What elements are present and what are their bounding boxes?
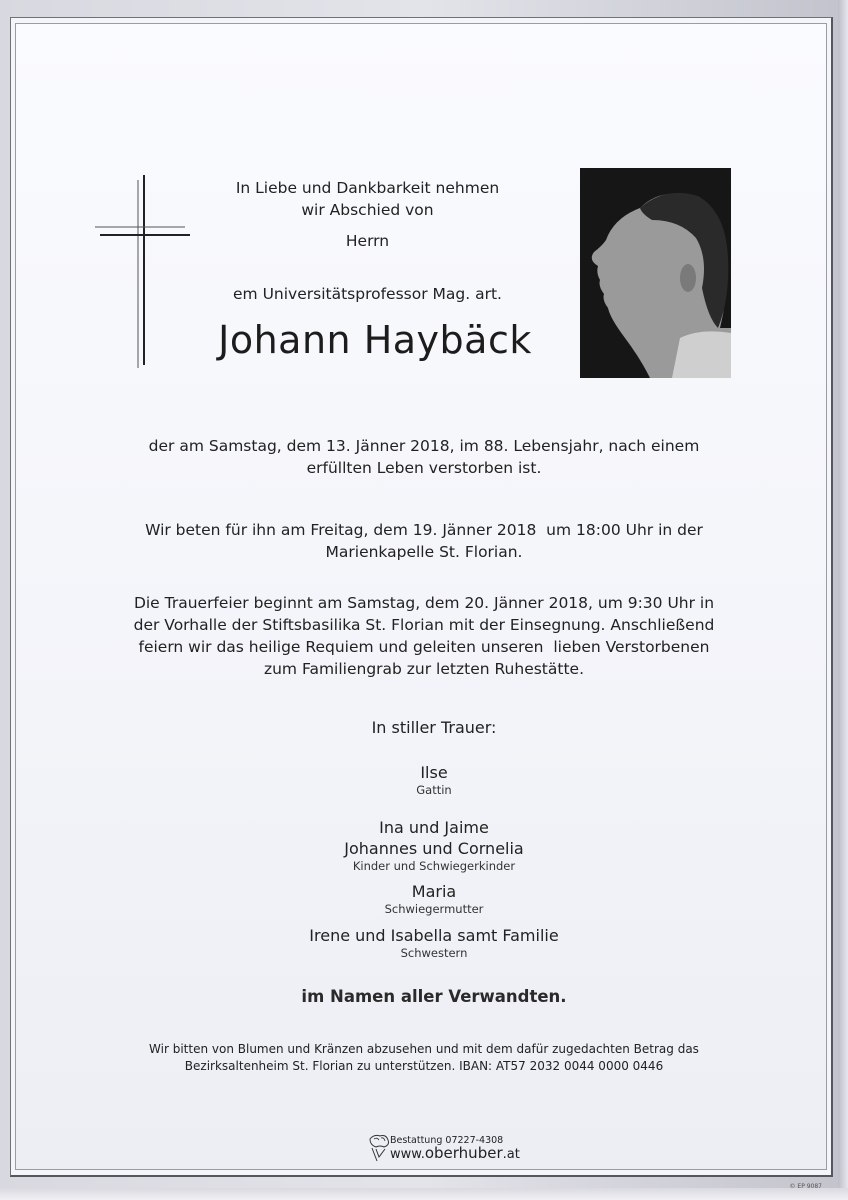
copyright-code: © EP 9087: [789, 1183, 822, 1190]
family-member-role: Gattin: [416, 783, 452, 797]
paragraph-line: der am Samstag, dem 13. Jänner 2018, im 88. Lebensjahr, nach einem: [148, 437, 700, 455]
family-group-mother-in-law: [200, 881, 668, 916]
funeral-paragraph: [120, 592, 728, 680]
funeral-home-phone: Bestattung 07227-4308: [390, 1135, 504, 1146]
family-member-name: Ina und Jaime: [379, 818, 489, 837]
family-group-spouse: [200, 762, 668, 797]
family-member-role: Schwestern: [400, 946, 468, 960]
funeral-home-info: [390, 1135, 520, 1162]
family-group-children: [200, 817, 668, 873]
note-line: Bezirksaltenheim St. Florian zu unterstützen. IBAN: AT57 2032 0044 0000 0446: [184, 1059, 664, 1073]
intro-line: In Liebe und Dankbarkeit nehmen: [235, 179, 500, 197]
paragraph-line: Marienkapelle St. Florian.: [325, 543, 523, 561]
prayer-paragraph: [120, 519, 728, 563]
deceased-name: Johann Haybäck: [218, 318, 532, 362]
note-line: Wir bitten von Blumen und Kränzen abzusehen und mit dem dafür zugedachten Betrag das: [149, 1042, 699, 1056]
paragraph-line: Die Trauerfeier beginnt am Samstag, dem 20. Jänner 2018, um 9:30 Uhr in: [133, 594, 715, 612]
family-member-role: Schwiegermutter: [384, 902, 484, 916]
intro-line: wir Abschied von: [301, 201, 434, 219]
family-member-name: Ilse: [420, 763, 448, 782]
relatives-line: im Namen aller Verwandten.: [301, 987, 567, 1006]
family-member-name: Maria: [411, 882, 457, 901]
academic-title: em Universitätsprofessor Mag. art.: [233, 285, 502, 303]
salutation: Herrn: [345, 232, 390, 250]
website-suffix: .at: [502, 1147, 520, 1162]
family-member-role: Kinder und Schwiegerkinder: [352, 859, 516, 873]
mourning-heading: In stiller Trauer:: [371, 718, 497, 737]
paragraph-line: der Vorhalle der Stiftsbasilika St. Florian mit der Einsegnung. Anschließend: [133, 616, 715, 634]
funeral-home-website[interactable]: [390, 1146, 520, 1162]
intro-text: [200, 177, 535, 221]
website-prefix: www.: [390, 1147, 425, 1162]
family-member-name: Johannes und Cornelia: [344, 839, 524, 858]
paragraph-line: erfüllten Leben verstorben ist.: [306, 459, 542, 477]
page-edge-bottom: [0, 1188, 848, 1200]
paragraph-line: zum Familiengrab zur letzten Ruhestätte.: [263, 660, 585, 678]
death-paragraph: [120, 435, 728, 479]
angel-logo-icon: [366, 1133, 391, 1163]
deceased-portrait-photo: [580, 168, 731, 378]
family-member-name: Irene und Isabella samt Familie: [309, 926, 559, 945]
paragraph-line: feiern wir das heilige Requiem und geleiten unseren lieben Verstorbenen: [138, 638, 710, 656]
family-group-sisters: [200, 925, 668, 960]
cross-icon: [92, 175, 192, 370]
donation-note: [120, 1041, 728, 1075]
paragraph-line: Wir beten für ihn am Freitag, dem 19. Jänner 2018 um 18:00 Uhr in der: [145, 521, 703, 539]
website-domain: oberhuber: [424, 1144, 503, 1162]
page-edge-right: [838, 0, 848, 1200]
